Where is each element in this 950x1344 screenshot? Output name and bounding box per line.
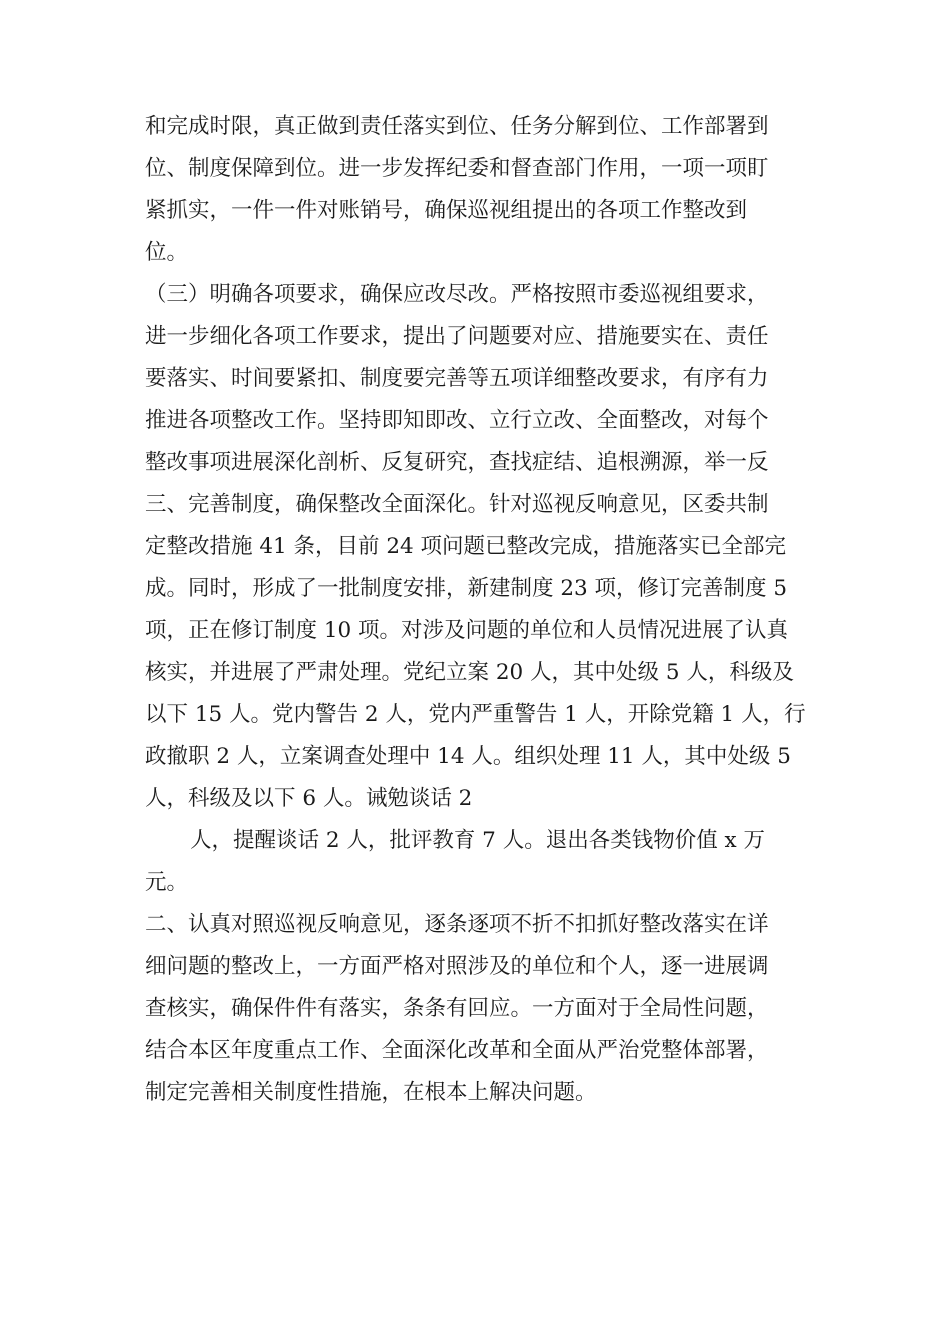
indented-text-line: 人，提醒谈话 2 人，批评教育 7 人。退出各类钱物价值 x 万 [190,828,765,853]
text-line: 进一步细化各项工作要求，提出了问题要对应、措施要实在、责任 [145,324,769,349]
text-line: 细问题的整改上，一方面严格对照涉及的单位和个人，逐一进展调 [145,954,769,979]
text-line: 成。同时，形成了一批制度安排，新建制度 23 项，修订完善制度 5 [145,576,788,601]
text-line: 查核实，确保件件有落实，条条有回应。一方面对于全局性问题， [145,996,769,1021]
text-line: 结合本区年度重点工作、全面深化改革和全面从严治党整体部署， [145,1038,769,1063]
text-line: 核实，并进展了严肃处理。党纪立案 20 人，其中处级 5 人，科级及 [145,660,794,685]
text-line: 政撤职 2 人，立案调查处理中 14 人。组织处理 11 人，其中处级 5 [145,744,791,769]
text-line: 三、完善制度，确保整改全面深化。针对巡视反响意见，区委共制 [145,492,769,517]
text-line: 要落实、时间要紧扣、制度要完善等五项详细整改要求，有序有力 [145,366,769,391]
section-heading-line: （三）明确各项要求，确保应改尽改。严格按照市委巡视组要求， [145,282,769,307]
text-line: 位、制度保障到位。进一步发挥纪委和督查部门作用，一项一项盯 [145,156,769,181]
text-line: 紧抓实，一件一件对账销号，确保巡视组提出的各项工作整改到 [145,198,748,223]
text-line: 元。 [145,870,189,895]
text-line: 项，正在修订制度 10 项。对涉及问题的单位和人员情况进展了认真 [145,618,789,643]
text-line: 推进各项整改工作。坚持即知即改、立行立改、全面整改，对每个 [145,408,769,433]
text-line: 整改事项进展深化剖析、反复研究，查找症结、追根溯源，举一反 [145,450,769,475]
text-line: 以下 15 人。党内警告 2 人，党内严重警告 1 人，开除党籍 1 人，行 [145,702,806,727]
text-line: 定整改措施 41 条，目前 24 项问题已整改完成，措施落实已全部完 [145,534,787,559]
text-line: 人，科级及以下 6 人。诫勉谈话 2 [145,786,473,811]
text-line: 制定完善相关制度性措施，在根本上解决问题。 [145,1080,597,1105]
text-line: 和完成时限，真正做到责任落实到位、任务分解到位、工作部署到 [145,114,769,139]
section-heading-line: 二、认真对照巡视反响意见，逐条逐项不折不扣抓好整改落实在详 [145,912,769,937]
text-line: 位。 [145,240,189,265]
document-body [145,106,810,1114]
